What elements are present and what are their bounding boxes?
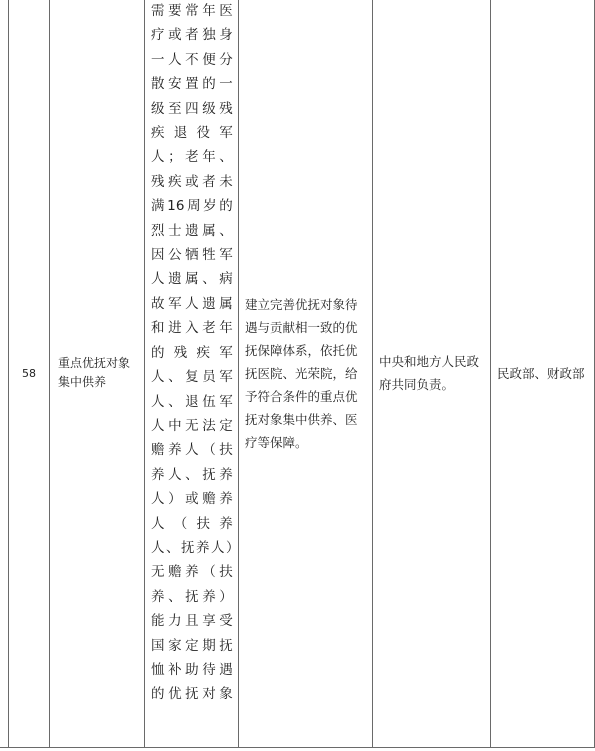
table-row [9,0,595,748]
row-number-cell [9,0,50,748]
target-cell [145,0,239,748]
policy-text: 建立完善优抚对象待遇与贡献相一致的优抚保障体系，依托优抚医院、光荣院，给予符合条件的重点优抚对象集中供养、医疗等保障。 [245,296,358,450]
item-name-cell [50,0,145,748]
table-bottom-rule [0,747,550,748]
policy-table [8,0,595,748]
department-cell [491,0,595,748]
row-number: 58 [22,366,36,380]
target-text: 需要常年医疗或者独身一人不便分散安置的一级至四级残疾退役军人；老年、残疾或者未满16周岁的烈士遗属、因公牺牲军人遗属、病故军人遗属和进入老年的残疾军人、复员军人、退伍军人中无法定赡养人（扶养人、抚养人）或赡养人（扶养人、抚养人）无赡养（扶养、抚养）能力且享受国家定期抚恤补助待遇的优抚对象 [151,3,233,703]
policy-cell [239,0,373,748]
responsibility-cell [373,0,491,748]
item-name: 重点优抚对象集中供养 [58,356,131,389]
department-text: 民政部、财政部 [497,365,585,381]
responsibility-text: 中央和地方人民政府共同负责。 [379,354,480,392]
